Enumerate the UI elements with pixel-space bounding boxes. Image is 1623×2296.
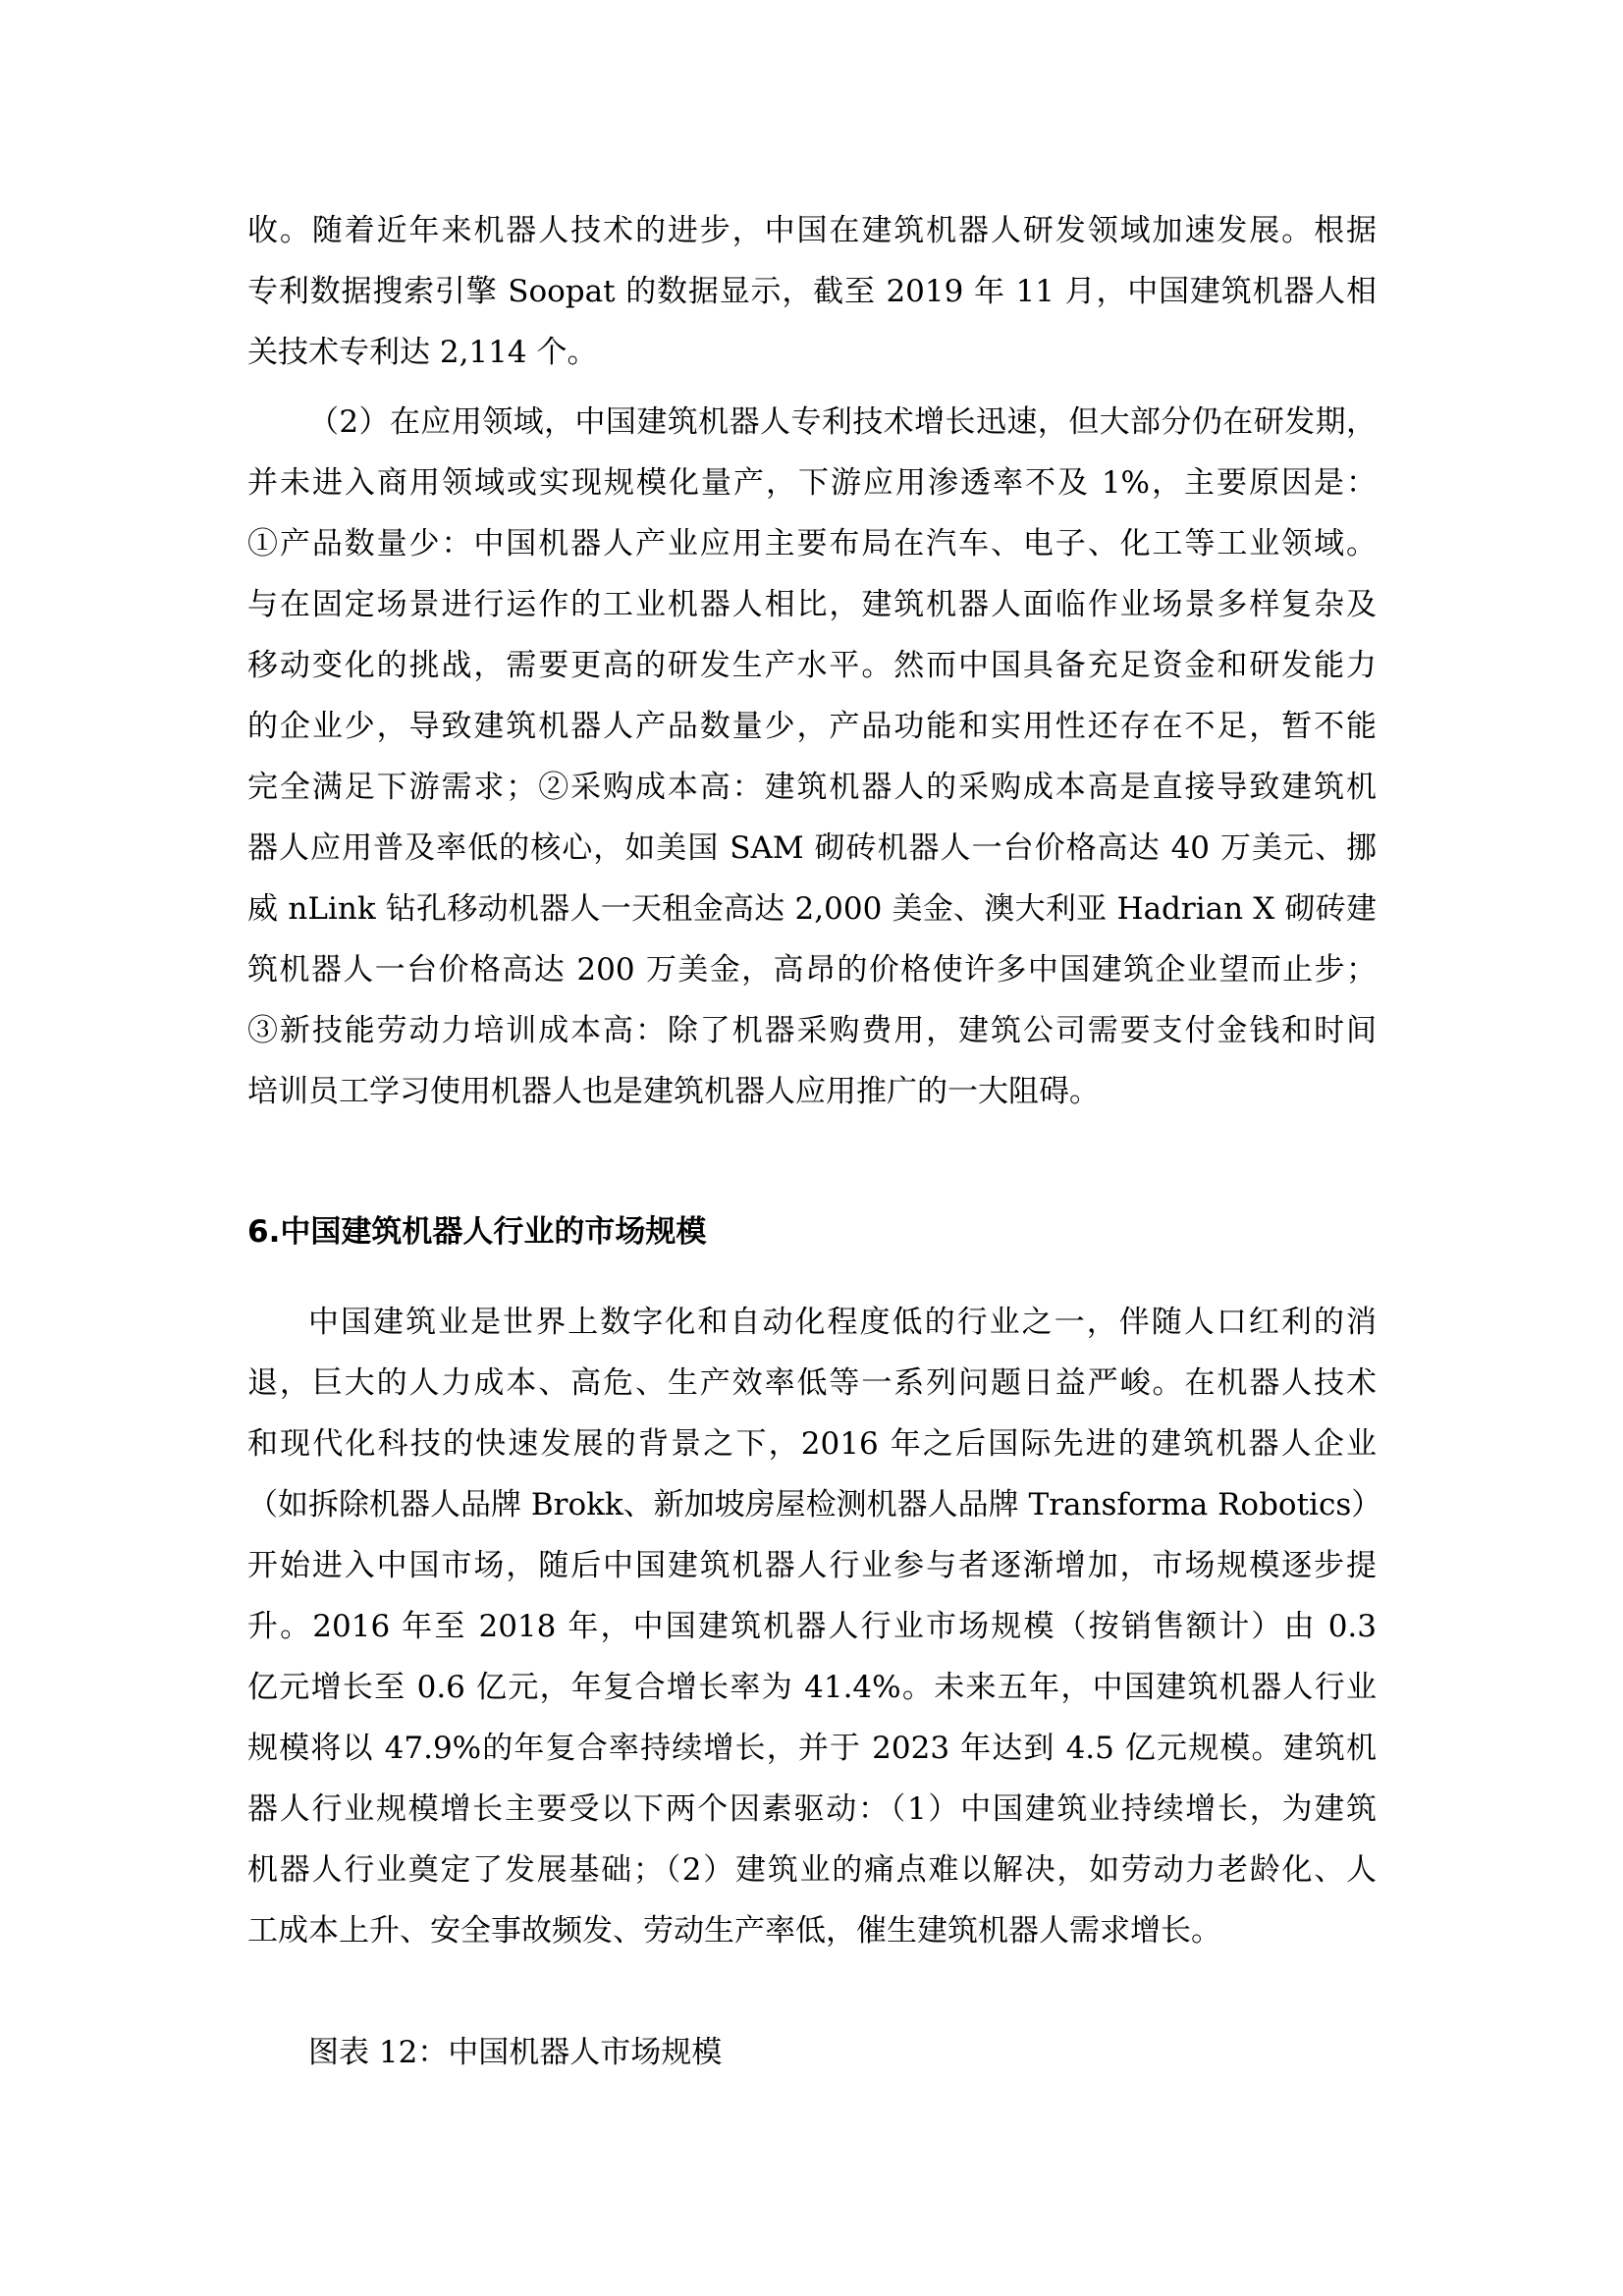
paragraph-application-line-8: 器人应用普及率低的核心，如美国 SAM 砌砖机器人一台价格高达 40 万美元、挪 <box>247 830 1377 866</box>
paragraph-market-line-8: 规模将以 47.9%的年复合率持续增长，并于 2023 年达到 4.5 亿元规模。建筑机 <box>247 1731 1377 1766</box>
section-heading: 6.中国建筑机器人行业的市场规模 <box>247 1214 707 1250</box>
paragraph-market-line-6: 升。2016 年至 2018 年，中国建筑机器人行业市场规模（按销售额计）由 0.3 <box>247 1609 1377 1644</box>
paragraph-application-line-4: 与在固定场景进行运作的工业机器人相比，建筑机器人面临作业场景多样复杂及 <box>247 587 1377 622</box>
paragraph-application-line-6: 的企业少，导致建筑机器人产品数量少，产品功能和实用性还存在不足，暂不能 <box>247 709 1377 744</box>
paragraph-market-line-10: 机器人行业奠定了发展基础；（2）建筑业的痛点难以解决，如劳动力老龄化、人 <box>247 1852 1377 1888</box>
paragraph-application-line-9: 威 nLink 钻孔移动机器人一天租金高达 2,000 美金、澳大利亚 Hadrian X 砌砖建 <box>247 891 1377 927</box>
paragraph-market-line-2: 退，巨大的人力成本、高危、生产效率低等一系列问题日益严峻。在机器人技术 <box>247 1365 1377 1401</box>
paragraph-market-line-4: （如拆除机器人品牌 Brokk、新加坡房屋检测机器人品牌 Transforma Robotics） <box>247 1487 1382 1522</box>
paragraph-application-line-12: 培训员工学习使用机器人也是建筑机器人应用推广的一大阻碍。 <box>247 1074 1100 1109</box>
paragraph-application-line-7: 完全满足下游需求；②采购成本高：建筑机器人的采购成本高是直接导致建筑机 <box>247 770 1377 805</box>
figure-caption: 图表 12：中国机器人市场规模 <box>308 2035 723 2070</box>
paragraph-patents-line-1: 收。随着近年来机器人技术的进步，中国在建筑机器人研发领域加速发展。根据 <box>247 213 1377 248</box>
paragraph-market-line-11: 工成本上升、安全事故频发、劳动生产率低，催生建筑机器人需求增长。 <box>247 1913 1221 1949</box>
paragraph-application-line-2: 并未进入商用领域或实现规模化量产，下游应用渗透率不及 1%，主要原因是： <box>247 465 1377 501</box>
paragraph-market-line-9: 器人行业规模增长主要受以下两个因素驱动：（1）中国建筑业持续增长，为建筑 <box>247 1791 1377 1827</box>
paragraph-application-line-5: 移动变化的挑战，需要更高的研发生产水平。然而中国具备充足资金和研发能力 <box>247 648 1377 683</box>
paragraph-market-line-5: 开始进入中国市场，随后中国建筑机器人行业参与者逐渐增加，市场规模逐步提 <box>247 1548 1377 1583</box>
paragraph-application-line-3: ①产品数量少：中国机器人产业应用主要布局在汽车、电子、化工等工业领域。 <box>247 526 1377 561</box>
paragraph-market-line-7: 亿元增长至 0.6 亿元，年复合增长率为 41.4%。未来五年，中国建筑机器人行业 <box>247 1670 1377 1705</box>
paragraph-market-line-3: 和现代化科技的快速发展的背景之下，2016 年之后国际先进的建筑机器人企业 <box>247 1426 1377 1462</box>
paragraph-application-line-11: ③新技能劳动力培训成本高：除了机器采购费用，建筑公司需要支付金钱和时间 <box>247 1013 1377 1048</box>
paragraph-application-line-1: （2）在应用领域，中国建筑机器人专利技术增长迅速，但大部分仍在研发期， <box>308 404 1377 440</box>
paragraph-patents-line-2: 专利数据搜索引擎 Soopat 的数据显示，截至 2019 年 11 月，中国建筑机器人相 <box>247 274 1377 309</box>
paragraph-market-line-1: 中国建筑业是世界上数字化和自动化程度低的行业之一，伴随人口红利的消 <box>308 1305 1377 1340</box>
paragraph-patents-line-3: 关技术专利达 2,114 个。 <box>247 335 598 370</box>
paragraph-application-line-10: 筑机器人一台价格高达 200 万美金，高昂的价格使许多中国建筑企业望而止步； <box>247 952 1377 988</box>
